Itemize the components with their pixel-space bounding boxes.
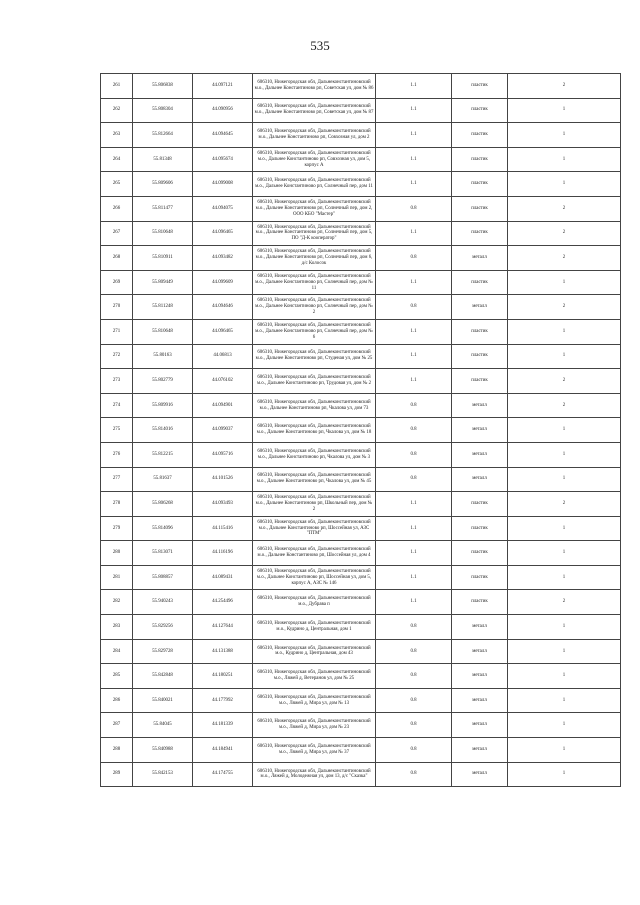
latitude-cell: 55.842153 bbox=[133, 762, 193, 787]
container-count-cell: 2 bbox=[508, 74, 621, 99]
area-cell: 0.8 bbox=[376, 688, 452, 713]
row-number-cell: 280 bbox=[101, 541, 133, 566]
material-cell: металл bbox=[452, 738, 508, 763]
address-cell: 606310, Нижегородская обл, Дальнеконстантиновский м.о., Дальнее Константиново рп, Чкалова ул, дом № 45 bbox=[253, 467, 376, 492]
latitude-cell: 55.812664 bbox=[133, 123, 193, 148]
material-cell: пластик bbox=[452, 98, 508, 123]
address-cell: 606310, Нижегородская обл, Дальнеконстантиновский м.о., Дальнее Константиново рп, Солнечный пер, дом 6, д/с Колосок bbox=[253, 246, 376, 271]
area-cell: 0.8 bbox=[376, 418, 452, 443]
table-row bbox=[101, 221, 621, 246]
longitude-cell: 44.093482 bbox=[193, 246, 253, 271]
area-cell: 1.1 bbox=[376, 147, 452, 172]
address-cell: 606310, Нижегородская обл, Дальнеконстантиновский м.о., Дальнее Константиново рп, Солнечный пер, дом 2, ООО КБО "Мастер" bbox=[253, 196, 376, 221]
container-count-cell: 1 bbox=[508, 344, 621, 369]
container-count-cell: 2 bbox=[508, 196, 621, 221]
area-cell: 0.8 bbox=[376, 713, 452, 738]
area-cell: 1.1 bbox=[376, 541, 452, 566]
table-row bbox=[101, 319, 621, 344]
container-count-cell: 1 bbox=[508, 688, 621, 713]
latitude-cell: 55.802779 bbox=[133, 369, 193, 394]
row-number-cell: 274 bbox=[101, 393, 133, 418]
row-number-cell: 289 bbox=[101, 762, 133, 787]
material-cell: металл bbox=[452, 688, 508, 713]
container-count-cell: 1 bbox=[508, 270, 621, 295]
container-count-cell: 2 bbox=[508, 221, 621, 246]
latitude-cell: 55.809916 bbox=[133, 393, 193, 418]
row-number-cell: 272 bbox=[101, 344, 133, 369]
container-count-cell: 1 bbox=[508, 98, 621, 123]
container-count-cell: 1 bbox=[508, 664, 621, 689]
page-number: 535 bbox=[310, 38, 330, 53]
table-row bbox=[101, 147, 621, 172]
material-cell: пластик bbox=[452, 590, 508, 615]
row-number-cell: 265 bbox=[101, 172, 133, 197]
row-number-cell: 267 bbox=[101, 221, 133, 246]
material-cell: пластик bbox=[452, 516, 508, 541]
table-row bbox=[101, 738, 621, 763]
row-number-cell: 282 bbox=[101, 590, 133, 615]
longitude-cell: 44.177992 bbox=[193, 688, 253, 713]
table-row bbox=[101, 713, 621, 738]
table-row bbox=[101, 369, 621, 394]
address-cell: 606310, Нижегородская обл, Дальнеконстантиновский м.о., Ляжей д, Мира ул, дом № 13 bbox=[253, 688, 376, 713]
table-row bbox=[101, 492, 621, 517]
longitude-cell: 44.115416 bbox=[193, 516, 253, 541]
area-cell: 0.8 bbox=[376, 615, 452, 640]
address-cell: 606310, Нижегородская обл, Дальнеконстантиновский м.о., Дальнее Константиново рп, Советская ул, дом № 86 bbox=[253, 74, 376, 99]
container-count-cell: 1 bbox=[508, 172, 621, 197]
address-cell: 606310, Нижегородская обл, Дальнеконстантиновский м.о., Дальнее Константиново рп, Солнечный пер, дом № 6 bbox=[253, 319, 376, 344]
longitude-cell: 44.090956 bbox=[193, 98, 253, 123]
material-cell: пластик bbox=[452, 172, 508, 197]
table-row bbox=[101, 590, 621, 615]
latitude-cell: 55.842848 bbox=[133, 664, 193, 689]
row-number-cell: 275 bbox=[101, 418, 133, 443]
longitude-cell: 44.116196 bbox=[193, 541, 253, 566]
container-count-cell: 1 bbox=[508, 615, 621, 640]
address-cell: 606310, Нижегородская обл, Дальнеконстантиновский м.о., Кудрино д, Центральная, дом 43 bbox=[253, 639, 376, 664]
table-row bbox=[101, 639, 621, 664]
latitude-cell: 55.812215 bbox=[133, 442, 193, 467]
longitude-cell: 44.095716 bbox=[193, 442, 253, 467]
material-cell: металл bbox=[452, 713, 508, 738]
table-row bbox=[101, 442, 621, 467]
address-cell: 606310, Нижегородская обл, Дальнеконстантиновский м.о., Дальнее Константиново рп, Чкалова ул, дом № 18 bbox=[253, 418, 376, 443]
area-cell: 1.1 bbox=[376, 369, 452, 394]
row-number-cell: 285 bbox=[101, 664, 133, 689]
row-number-cell: 273 bbox=[101, 369, 133, 394]
material-cell: пластик bbox=[452, 344, 508, 369]
table-row bbox=[101, 123, 621, 148]
latitude-cell: 55.81637 bbox=[133, 467, 193, 492]
address-cell: 606310, Нижегородская обл, Дальнеконстантиновский м.о., Дальнее Константиново рп, Шоссейная ул, АЗС "ПТМ" bbox=[253, 516, 376, 541]
longitude-cell: 44.099609 bbox=[193, 270, 253, 295]
row-number-cell: 271 bbox=[101, 319, 133, 344]
latitude-cell: 55.840021 bbox=[133, 688, 193, 713]
area-cell: 1.1 bbox=[376, 516, 452, 541]
material-cell: пластик bbox=[452, 541, 508, 566]
container-count-cell: 1 bbox=[508, 541, 621, 566]
area-cell: 0.8 bbox=[376, 664, 452, 689]
longitude-cell: 44.096465 bbox=[193, 221, 253, 246]
address-cell: 606310, Нижегородская обл, Дальнеконстантиновский м.о., Дальнее Константиново рп, Шоссейная ул, дом 4 bbox=[253, 541, 376, 566]
longitude-cell: 44.099008 bbox=[193, 172, 253, 197]
latitude-cell: 55.81348 bbox=[133, 147, 193, 172]
address-cell: 606310, Нижегородская обл, Дальнеконстантиновский м.о., Дальнее Константиново рп, Трудовая ул, дом № 2 bbox=[253, 369, 376, 394]
address-cell: 606310, Нижегородская обл, Дальнеконстантиновский м.о., Дальнее Константиново рп, Студеная ул, дом № 25 bbox=[253, 344, 376, 369]
material-cell: металл bbox=[452, 615, 508, 640]
table-row bbox=[101, 98, 621, 123]
row-number-cell: 283 bbox=[101, 615, 133, 640]
container-count-cell: 1 bbox=[508, 713, 621, 738]
row-number-cell: 288 bbox=[101, 738, 133, 763]
latitude-cell: 55.80163 bbox=[133, 344, 193, 369]
latitude-cell: 55.811248 bbox=[133, 295, 193, 320]
area-cell: 1.1 bbox=[376, 74, 452, 99]
latitude-cell: 55.809606 bbox=[133, 172, 193, 197]
latitude-cell: 55.814096 bbox=[133, 516, 193, 541]
area-cell: 1.1 bbox=[376, 590, 452, 615]
area-cell: 0.8 bbox=[376, 639, 452, 664]
row-number-cell: 262 bbox=[101, 98, 133, 123]
material-cell: металл bbox=[452, 418, 508, 443]
material-cell: металл bbox=[452, 295, 508, 320]
container-count-cell: 1 bbox=[508, 319, 621, 344]
row-number-cell: 269 bbox=[101, 270, 133, 295]
container-count-cell: 1 bbox=[508, 147, 621, 172]
material-cell: пластик bbox=[452, 74, 508, 99]
longitude-cell: 44.096465 bbox=[193, 319, 253, 344]
table-row bbox=[101, 615, 621, 640]
row-number-cell: 261 bbox=[101, 74, 133, 99]
area-cell: 1.1 bbox=[376, 492, 452, 517]
table-row bbox=[101, 74, 621, 99]
area-cell: 0.8 bbox=[376, 467, 452, 492]
table-body bbox=[101, 74, 621, 787]
material-cell: металл bbox=[452, 762, 508, 787]
material-cell: металл bbox=[452, 393, 508, 418]
longitude-cell: 44.093493 bbox=[193, 492, 253, 517]
area-cell: 1.1 bbox=[376, 221, 452, 246]
row-number-cell: 264 bbox=[101, 147, 133, 172]
table-row bbox=[101, 172, 621, 197]
latitude-cell: 55.813071 bbox=[133, 541, 193, 566]
material-cell: пластик bbox=[452, 369, 508, 394]
material-cell: металл bbox=[452, 467, 508, 492]
latitude-cell: 55.811477 bbox=[133, 196, 193, 221]
area-cell: 1.1 bbox=[376, 565, 452, 590]
longitude-cell: 44.094075 bbox=[193, 196, 253, 221]
longitude-cell: 44.131388 bbox=[193, 639, 253, 664]
container-count-cell: 1 bbox=[508, 762, 621, 787]
latitude-cell: 55.810911 bbox=[133, 246, 193, 271]
longitude-cell: 44.181339 bbox=[193, 713, 253, 738]
row-number-cell: 263 bbox=[101, 123, 133, 148]
address-cell: 606310, Нижегородская обл, Дальнеконстантиновский м.о., Дальнее Константиново рп, Совхозная ул, дом 5, корпус А bbox=[253, 147, 376, 172]
latitude-cell: 55.809449 bbox=[133, 270, 193, 295]
area-cell: 0.8 bbox=[376, 196, 452, 221]
container-count-cell: 1 bbox=[508, 639, 621, 664]
area-cell: 0.8 bbox=[376, 246, 452, 271]
table-row bbox=[101, 467, 621, 492]
latitude-cell: 55.84045 bbox=[133, 713, 193, 738]
longitude-cell: 44.094646 bbox=[193, 295, 253, 320]
container-count-cell: 1 bbox=[508, 418, 621, 443]
row-number-cell: 278 bbox=[101, 492, 133, 517]
longitude-cell: 44.174755 bbox=[193, 762, 253, 787]
address-cell: 606310, Нижегородская обл, Дальнеконстантиновский м.о., Дальнее Константиново рп, Солнечный пер, дом № 2 bbox=[253, 295, 376, 320]
longitude-cell: 44.097121 bbox=[193, 74, 253, 99]
longitude-cell: 44.254496 bbox=[193, 590, 253, 615]
material-cell: металл bbox=[452, 639, 508, 664]
address-cell: 606310, Нижегородская обл, Дальнеконстантиновский м.о., Дальнее Константиново рп, Чкалова ул, дом № 3 bbox=[253, 442, 376, 467]
longitude-cell: 44.076102 bbox=[193, 369, 253, 394]
table-row bbox=[101, 196, 621, 221]
table-row bbox=[101, 295, 621, 320]
latitude-cell: 55.806838 bbox=[133, 74, 193, 99]
material-cell: пластик bbox=[452, 319, 508, 344]
material-cell: пластик bbox=[452, 147, 508, 172]
material-cell: пластик bbox=[452, 565, 508, 590]
latitude-cell: 55.810648 bbox=[133, 221, 193, 246]
address-cell: 606310, Нижегородская обл, Дальнеконстантиновский м.о., Дальнее Константиново рп, Солнечный пер, дом № 11 bbox=[253, 270, 376, 295]
table-row bbox=[101, 246, 621, 271]
latitude-cell: 55.940243 bbox=[133, 590, 193, 615]
table-row bbox=[101, 688, 621, 713]
area-cell: 0.8 bbox=[376, 295, 452, 320]
latitude-cell: 55.810648 bbox=[133, 319, 193, 344]
longitude-cell: 44.099037 bbox=[193, 418, 253, 443]
row-number-cell: 281 bbox=[101, 565, 133, 590]
row-number-cell: 276 bbox=[101, 442, 133, 467]
table-row bbox=[101, 344, 621, 369]
longitude-cell: 44.101526 bbox=[193, 467, 253, 492]
material-cell: металл bbox=[452, 664, 508, 689]
address-cell: 606310, Нижегородская обл, Дальнеконстантиновский м.о., Дальнее Константиново рп, Солнечный пер, дом 5, ПО "Д-К кооператор" bbox=[253, 221, 376, 246]
table-row bbox=[101, 565, 621, 590]
table-row bbox=[101, 418, 621, 443]
address-cell: 606310, Нижегородская обл, Дальнеконстантиновский м.о., Дальнее Константиново рп, Совхозная ул, дом 2 bbox=[253, 123, 376, 148]
longitude-cell: 44.094645 bbox=[193, 123, 253, 148]
container-count-cell: 1 bbox=[508, 123, 621, 148]
address-cell: 606310, Нижегородская обл, Дальнеконстантиновский м.о., Дубрава п bbox=[253, 590, 376, 615]
latitude-cell: 55.840988 bbox=[133, 738, 193, 763]
row-number-cell: 287 bbox=[101, 713, 133, 738]
latitude-cell: 55.814016 bbox=[133, 418, 193, 443]
material-cell: пластик bbox=[452, 123, 508, 148]
address-cell: 606310, Нижегородская обл, Дальнеконстантиновский м.о., Дальнее Константиново рп, Школьный пер, дом № 2 bbox=[253, 492, 376, 517]
container-count-cell: 2 bbox=[508, 295, 621, 320]
longitude-cell: 44.089431 bbox=[193, 565, 253, 590]
longitude-cell: 44.06813 bbox=[193, 344, 253, 369]
area-cell: 1.1 bbox=[376, 319, 452, 344]
row-number-cell: 268 bbox=[101, 246, 133, 271]
table-row bbox=[101, 393, 621, 418]
row-number-cell: 279 bbox=[101, 516, 133, 541]
address-cell: 606310, Нижегородская обл, Дальнеконстантиновский м.о., Ляжей д, Мира ул, дом № 37 bbox=[253, 738, 376, 763]
area-cell: 0.8 bbox=[376, 762, 452, 787]
latitude-cell: 55.829728 bbox=[133, 639, 193, 664]
container-sites-table bbox=[100, 73, 621, 787]
longitude-cell: 44.095674 bbox=[193, 147, 253, 172]
material-cell: пластик bbox=[452, 221, 508, 246]
row-number-cell: 277 bbox=[101, 467, 133, 492]
longitude-cell: 44.184941 bbox=[193, 738, 253, 763]
area-cell: 0.8 bbox=[376, 738, 452, 763]
material-cell: пластик bbox=[452, 196, 508, 221]
material-cell: металл bbox=[452, 246, 508, 271]
longitude-cell: 44.094901 bbox=[193, 393, 253, 418]
table-row bbox=[101, 762, 621, 787]
material-cell: металл bbox=[452, 442, 508, 467]
container-count-cell: 1 bbox=[508, 442, 621, 467]
address-cell: 606310, Нижегородская обл, Дальнеконстантиновский м.о., Дальнее Константиново рп, Чкалова ул, дом 73 bbox=[253, 393, 376, 418]
container-count-cell: 2 bbox=[508, 246, 621, 271]
material-cell: пластик bbox=[452, 492, 508, 517]
container-count-cell: 2 bbox=[508, 393, 621, 418]
latitude-cell: 55.808304 bbox=[133, 98, 193, 123]
longitude-cell: 44.180251 bbox=[193, 664, 253, 689]
container-count-cell: 2 bbox=[508, 369, 621, 394]
address-cell: 606310, Нижегородская обл, Дальнеконстантиновский м.о., Ляжей д, Мира ул, дом № 23 bbox=[253, 713, 376, 738]
row-number-cell: 284 bbox=[101, 639, 133, 664]
material-cell: пластик bbox=[452, 270, 508, 295]
container-count-cell: 1 bbox=[508, 467, 621, 492]
address-cell: 606310, Нижегородская обл, Дальнеконстантиновский м.о., Дальнее Константиново рп, Солнечный пер, дом 11 bbox=[253, 172, 376, 197]
area-cell: 1.1 bbox=[376, 270, 452, 295]
latitude-cell: 55.808857 bbox=[133, 565, 193, 590]
container-count-cell: 2 bbox=[508, 492, 621, 517]
table-row bbox=[101, 664, 621, 689]
latitude-cell: 55.829256 bbox=[133, 615, 193, 640]
table-row bbox=[101, 541, 621, 566]
address-cell: 606310, Нижегородская обл, Дальнеконстантиновский м.о., Дальнее Константиново рп, Советская ул, дом № 87 bbox=[253, 98, 376, 123]
container-count-cell: 1 bbox=[508, 516, 621, 541]
row-number-cell: 286 bbox=[101, 688, 133, 713]
address-cell: 606310, Нижегородская обл, Дальнеконстантиновский м.о., Кудрино д, Центральная, дом 1 bbox=[253, 615, 376, 640]
address-cell: 606310, Нижегородская обл, Дальнеконстантиновский м.о., Ляжей д, Молодежная ул, дом 13, д/с "Сказка" bbox=[253, 762, 376, 787]
area-cell: 1.1 bbox=[376, 172, 452, 197]
longitude-cell: 44.127644 bbox=[193, 615, 253, 640]
area-cell: 1.1 bbox=[376, 98, 452, 123]
row-number-cell: 266 bbox=[101, 196, 133, 221]
container-count-cell: 1 bbox=[508, 565, 621, 590]
area-cell: 0.8 bbox=[376, 442, 452, 467]
table-row bbox=[101, 516, 621, 541]
table-row bbox=[101, 270, 621, 295]
address-cell: 606310, Нижегородская обл, Дальнеконстантиновский м.о., Дальнее Константиново рп, Шоссейная ул, дом 5, корпус А, АЗС № 146 bbox=[253, 565, 376, 590]
latitude-cell: 55.806268 bbox=[133, 492, 193, 517]
address-cell: 606310, Нижегородская обл, Дальнеконстантиновский м.о., Ляжей д, Ветеранов ул, дом № 25 bbox=[253, 664, 376, 689]
container-count-cell: 1 bbox=[508, 738, 621, 763]
area-cell: 1.1 bbox=[376, 344, 452, 369]
area-cell: 0.8 bbox=[376, 393, 452, 418]
area-cell: 1.1 bbox=[376, 123, 452, 148]
container-count-cell: 2 bbox=[508, 590, 621, 615]
row-number-cell: 270 bbox=[101, 295, 133, 320]
